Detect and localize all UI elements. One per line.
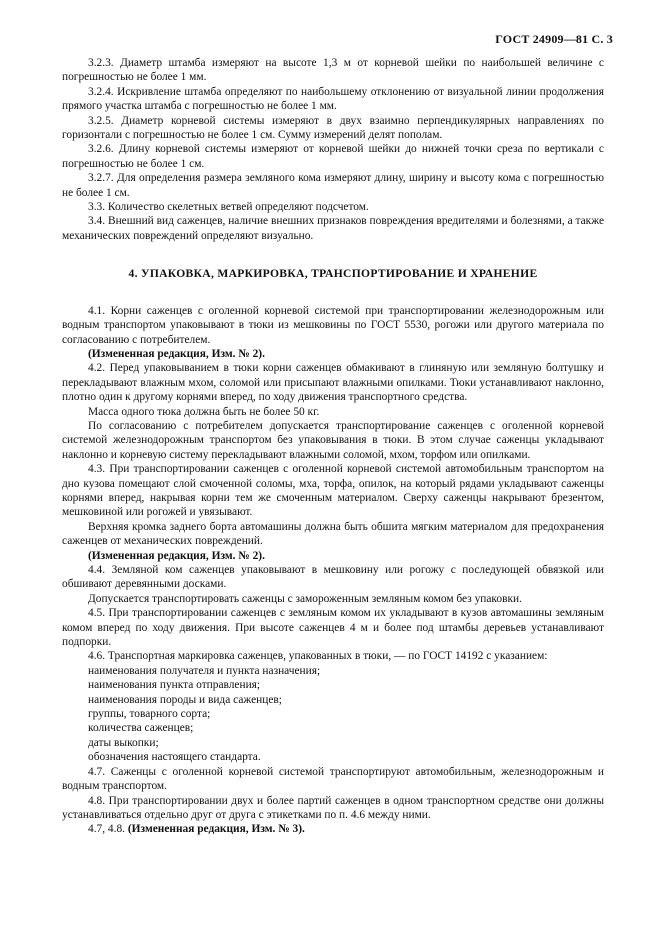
paragraph-4-6: 4.6. Транспортная маркировка саженцев, упакованных в тюки, — по ГОСТ 14192 с указанием: bbox=[88, 650, 548, 663]
list-item: количества саженцев; bbox=[88, 722, 194, 735]
paragraph-3-4: 3.4. Внешний вид саженцев, наличие внешних признаков повреждения вредителями и болезнями, а также механических повреждений определяют визуально. bbox=[62, 215, 604, 242]
paragraph-3-2-5: 3.2.5. Диаметр корневой системы измеряют в двух взаимно перпендикулярных направлениях по горизонтали с погрешностью не более 1 см. Сумму измерений делят пополам. bbox=[62, 114, 604, 142]
paragraph-3-2-3: 3.2.3. Диаметр штамба измеряют на высоте 1,3 м от корневой шейки по наибольшей величине с погрешностью не более 1 мм. bbox=[62, 57, 604, 84]
list-item: группы, товарного сорта; bbox=[88, 708, 211, 721]
paragraph-tailboard: Верхняя кромка заднего борта автомашины должна быть обшита мягким материалом для предохранения саженцев от механических повреждений. bbox=[62, 520, 604, 548]
revision-note-text: (Измененная редакция, Изм. № 3). bbox=[127, 823, 305, 836]
document-body bbox=[62, 56, 604, 837]
revision-note-4-7-4-8 bbox=[62, 822, 604, 836]
revision-note-prefix: 4.7, 4.8. bbox=[88, 823, 126, 836]
revision-note-4-1: (Измененная редакция, Изм. № 2). bbox=[88, 347, 265, 360]
section-3-paragraphs bbox=[62, 56, 604, 243]
section-4-heading: 4. УПАКОВКА, МАРКИРОВКА, ТРАНСПОРТИРОВАНИЕ И ХРАНЕНИЕ bbox=[128, 267, 538, 281]
paragraph-3-2-6: 3.2.6. Длину корневой системы измеряют от корневой шейки до нижней точки среза по вертикали с погрешностью не более 1 см. bbox=[62, 143, 604, 170]
paragraph-agreement: По согласованию с потребителем допускается транспортирование саженцев с оголенной корневой системой железнодорожным транспортом без упаковывания в тюки. В этом случае саженцы укладывают наклонно и корневую систему перекладывают влажными соломой, мхом, торфом или опилками. bbox=[62, 419, 604, 461]
paragraph-3-2-4: 3.2.4. Искривление штамба определяют по наибольшему отклонению от визуальной линии продолжения прямого участка штамба с погрешностью не более 1 мм. bbox=[62, 85, 604, 113]
paragraph-3-3: 3.3. Количество скелетных ветвей определяют подсчетом. bbox=[88, 201, 369, 214]
page-header: ГОСТ 24909—81 С. 3 bbox=[495, 32, 613, 46]
paragraph-4-8: 4.8. При транспортировании двух и более партий саженцев в одном транспортном средстве они должны устанавливаться отдельно друг от друга с этикетками по п. 4.6 между ними. bbox=[62, 794, 604, 821]
paragraph-bale-mass: Масса одного тюка должна быть не более 50 кг. bbox=[88, 405, 320, 418]
list-item: наименования породы и вида саженцев; bbox=[88, 693, 282, 706]
list-item: наименования получателя и пункта назначения; bbox=[88, 664, 321, 677]
list-item: обозначения настоящего стандарта. bbox=[88, 751, 261, 764]
paragraph-3-2-7: 3.2.7. Для определения размера земляного кома измеряют длину, ширину и высоту кома с погрешностью не более 1 см. bbox=[62, 172, 604, 199]
paragraph-4-3: 4.3. При транспортировании саженцев с оголенной корневой системой автомобильным транспортом на дно кузова помещают слой смоченной соломы, мха, торфа, опилок, на который рядами укладывают саженцы корнями вперед, накрывая корни тем же смоченным материалом. Сверху саженцы накрывают брезентом, мешковиной или рогожей и увязывают. bbox=[62, 463, 604, 519]
paragraph-frozen-clod: Допускается транспортировать саженцы с замороженным земляным комом без упаковки. bbox=[88, 592, 522, 605]
paragraph-4-5: 4.5. При транспортировании саженцев с земляным комом их укладывают в кузов автомашины земляным комом вперед по ходу движения. При высоте саженцев 4 м и более под штамбы деревьев устанавливают подпорки. bbox=[62, 607, 604, 649]
paragraph-4-1: 4.1. Корни саженцев с оголенной корневой системой при транспортировании железнодорожным или водным транспортом упаковывают в тюки из мешковины по ГОСТ 5530, рогожи или другого материала по согласованию с потребителем. bbox=[62, 304, 604, 346]
marking-list bbox=[62, 664, 604, 765]
list-item: наименования пункта отправления; bbox=[88, 679, 261, 692]
paragraph-4-2: 4.2. Перед упаковыванием в тюки корни саженцев обмакивают в глиняную или земляную болтушку и перекладывают влажным мхом, соломой или присыпают влажными опилками. Тюки устанавливают наклонно, плотно один к другому корнями вперед, по ходу движения транспортного средства. bbox=[62, 362, 604, 404]
list-item: даты выкопки; bbox=[88, 736, 159, 749]
paragraph-4-4: 4.4. Земляной ком саженцев упаковывают в мешковину или рогожу с последующей обвязкой или обшивают деревянными досками. bbox=[62, 564, 604, 591]
revision-note-4-3: (Измененная редакция, Изм. № 2). bbox=[88, 549, 265, 562]
paragraph-4-7: 4.7. Саженцы с оголенной корневой системой транспортируют автомобильным, железнодорожным и водным транспортом. bbox=[62, 765, 604, 793]
